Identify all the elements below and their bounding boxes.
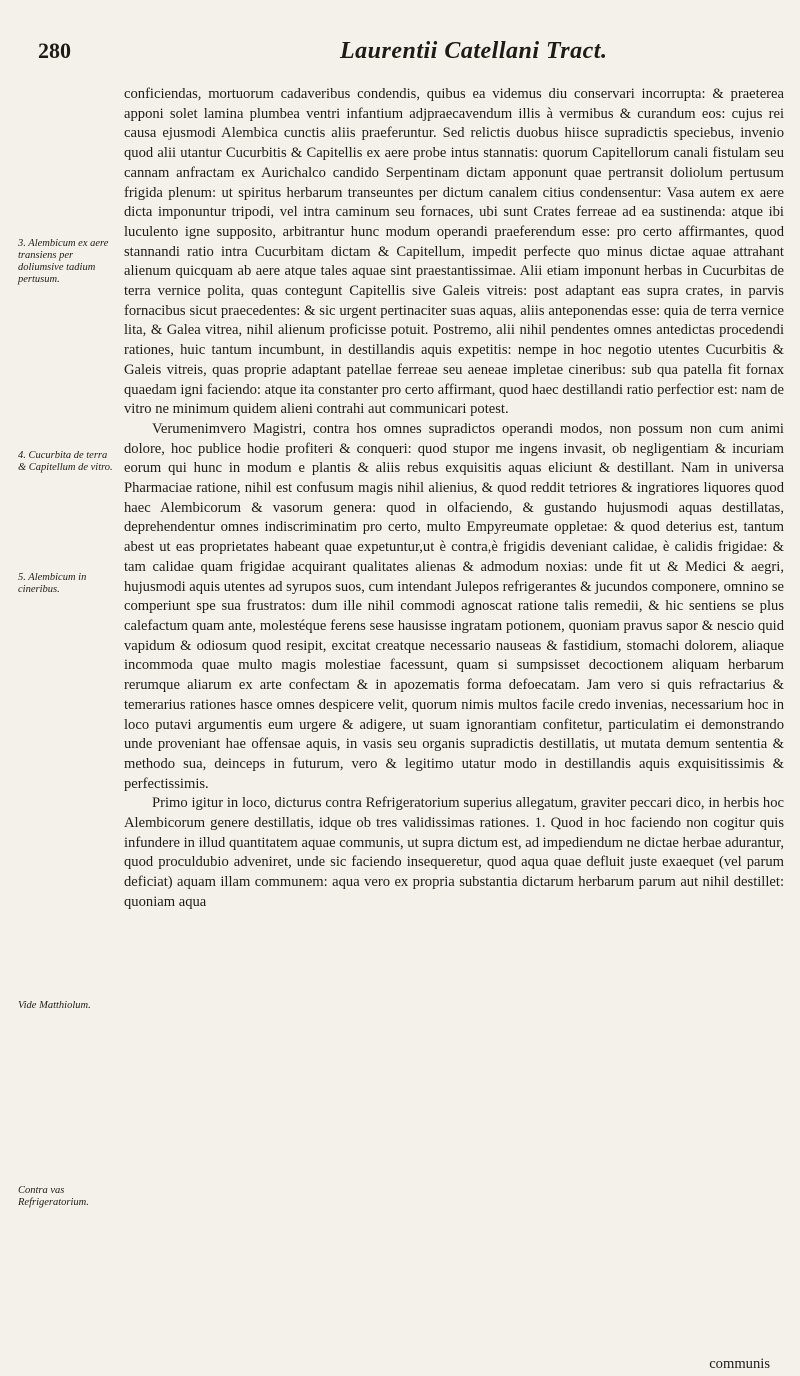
margin-notes xyxy=(18,0,118,1376)
margin-note-contra-vas-refrigeratorium: Contra vas Refrigeratorium. xyxy=(18,1185,89,1208)
margin-note-cucurbita-de-terra: 4. Cucurbita de terra & Capitellum de vitro. xyxy=(18,450,113,473)
page-header xyxy=(0,38,800,78)
margin-note-alembicum-ex-aere: 3. Alembicum ex aere transiens per doliumsive tadium pertusum. xyxy=(18,238,109,285)
paragraph-2: Verumenimvero Magistri, contra hos omnes supradictos operandi modos, non possum non cum animi dolore, hoc publice hodie profiteri & conqueri: quod stupor me ingens invasit, ob negligentiam & incuriam eorum qui hunc in modum e plantis & aliis rebus exquisitis aquas eliciunt & destillant. Nam in universa Pharmaciae ratione, nihil est confusum magis nihil alienius, & quod reddit tetriores & ingratiores liquores quod haec Alembicorum & vasorum genera: quod in olfaciendo, & gustando hujusmodi aquas destillatas, deprehendentur omnes indiscriminatim pro certo, multo Empyreumate oppletae: & quod deterius est, tantum abest ut eas proprietates habeant quae expetuntur,ut è contra,è frigidis deveniant calidae, è calidis frigidae: & tam calidae quam frigidae acquirant qualitates alienas & admodum noxias: unde fit ut & Medici & aegri, hujusmodi aquis utentes ad syrupos suos, cum intendant Julepos refrigerantes & jucundos componere, omnino se comperiunt spe sua frustratos: dum ille nihil commodi agnoscat ratione talis remedii, & hic sentiens se plus calefactum quam ante, molestéque ferens sese hausisse ingratam potionem, quoniam pravus sapor & nescio quid vapidum & odiosum quod resipit, excitat creatque necessario nauseas & fastidium, stomachi dolorem, aliaque incommoda quae multo magis molestiae facessunt, quam si sumpsisset decoctionem aliquam herbarum rerumque aliarum ex arte confectam & in apozematis forma defoecatam. Jam vero si quis refractarius & temerarius rationes hasce omnes despicere velit, quorum nimis multos facile credo invenias, necessarium hoc in loco putavi argumentis eum urgere & adigere, ut suam ignorantiam confitetur, particulatim ei demonstrando unde proveniant hae offensae aquis, in vasis seu organis supradictis destillatis, ut mutata demum sententia & methodo sua, deinceps in futurum, vero & legitimo utatur modo in destillandis aquis exquisitissimis & perfectissimis. xyxy=(124,420,784,792)
margin-note-vide-matthiolum: Vide Matthiolum. xyxy=(18,1000,91,1011)
body-text xyxy=(124,85,784,913)
catchword: communis xyxy=(709,1356,770,1372)
paragraph-1: conficiendas, mortuorum cadaveribus condendis, quibus ea videmus diu conservari incorrupta: & praeterea apponi solet lamina plumbea ventri infantium adjpraecavendum illis à vermibus & curandum eos: cujus rei causa ejusmodi Alembica cunctis aliis praeferuntur. Sed relictis duobus hiisce supradictis speciebus, invenio quod alii utantur Cucurbitis & Capitellis ex aere probe intus stannatis: quorum Capitellorum canali fistulam seu cannam anfractam ex Aurichalco candido Serpentinam dictam apponunt quae pertransit doliolum pertusum frigida plenum: ut spiritus herbarum transeuntes per dictum canalem citius condensentur: Vasa autem ex aere dicta imponuntur tripodi, vel intra caminum seu fornaces, ubi sunt Crates ferreae ad ea sustinenda: atque ibi luculento igne supposito, arbitrantur hunc modum operandi praeferendum esse: pro certo affirmantes, quod stannandi ratio intra Cucurbitam dictam & Capitellum, impedit perfecte quo minus dictae aquae attrahant alienum quicquam ab aere atque tales aquae sint praestantissimae. Alii etiam imponunt herbas in Cucurbitas de terra vernice polita, quas contegunt Capitellis sive Galeis vitreis: post adaptant eas supra crates, in parvis fornacibus sicut praecedentes: & sic urgent pertinaciter suas aquas, aliis anteponendas esse: quia de terra vernice lita, & Galea vitrea, nihil alienum proficisse potuit. Postremo, alii nihil pendentes omnes antedictas procedendi rationes, huic tantum incumbunt, in destillandis aquis expetitis: nempe in hoc negotio utentes Cucurbitis & Galeis vitreis, quas proprie adaptant patellae ferreae seu aeneae impletae cineribus: sub qua patella fit fornax quaedam igni faciendo: atque ita constanter pro certo affirmant, quod haec destillandi ratio perfectior est: nam de vitro ne minimum quidem alieni contrahi aut communicari potest. xyxy=(124,86,784,418)
paragraph-3: Primo igitur in loco, dicturus contra Refrigeratorium superius allegatum, graviter peccari dico, in herbis hoc Alembicorum genere destillatis, idque ob tres validissimas rationes. 1. Quod in hoc faciendo non cogitur quis infundere in illud quantitatem aquae communis, ut supra dictum est, ad impediendum ne dictae herbae adurantur, quod proculdubio adveniret, unde sic faciendo insequeretur, quod aqua quae defluit juste exaequet (vel parum deficiat) aquam illam communem: aqua vero ex propria substantia dictarum herbarum parum aut nihil destillet: quoniam aqua xyxy=(124,795,784,910)
running-title: Laurentii Catellani Tract. xyxy=(340,38,608,64)
page-number: 280 xyxy=(38,38,71,63)
margin-note-alembicum-in-cineribus: 5. Alembicum in cineribus. xyxy=(18,572,87,595)
